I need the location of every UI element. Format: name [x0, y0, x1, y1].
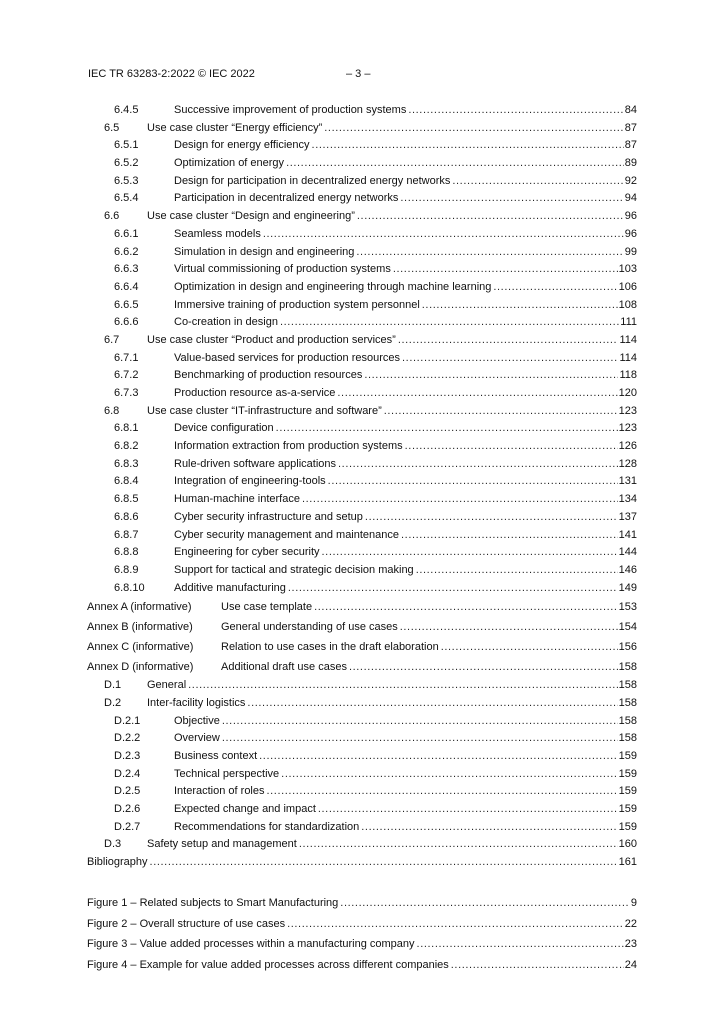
toc-entry-page: 123: [618, 422, 637, 435]
toc-entry-number: 6.5.4: [114, 192, 139, 205]
toc-entry-page: 149: [618, 581, 637, 594]
toc-entry-page: 158: [618, 696, 637, 709]
toc-entry[interactable]: [0, 314, 724, 332]
dot-leader: [338, 456, 618, 474]
toc-entry-line: [87, 854, 637, 872]
toc-entry[interactable]: [0, 597, 724, 617]
toc-entry-number: 6.4.5: [114, 104, 139, 116]
toc-entry-number: D.2: [104, 696, 122, 709]
toc-entry-number: D.2.2: [114, 732, 141, 745]
toc-entry[interactable]: [0, 385, 724, 403]
toc-entry[interactable]: [0, 137, 724, 155]
toc-entry[interactable]: [0, 766, 724, 784]
toc-entry-line: [174, 137, 637, 155]
toc-entry-page: 158: [618, 661, 637, 674]
toc-entry-line: [174, 544, 637, 562]
dot-leader: [356, 244, 623, 262]
toc-entry-number: D.2.3: [114, 750, 141, 762]
toc-entry-line: [174, 190, 637, 208]
document-id: IEC TR 63283-2:2022 © IEC 2022: [88, 68, 255, 80]
dot-leader: [357, 208, 624, 226]
dot-leader: [259, 748, 617, 766]
toc-entry[interactable]: [0, 562, 724, 580]
dot-leader: [263, 226, 624, 244]
toc-entry-number: 6.5.2: [114, 157, 139, 170]
toc-entry-title: Successive improvement of production systems: [174, 104, 407, 116]
dot-leader: [422, 297, 618, 315]
dot-leader: [398, 332, 619, 350]
toc-entry-line: [147, 403, 637, 421]
toc-entry-title: Benchmarking of production resources: [174, 369, 363, 382]
toc-entry[interactable]: [0, 730, 724, 748]
toc-entry-number: 6.8.10: [114, 581, 145, 594]
toc-entry-line: [174, 713, 637, 731]
dot-leader: [286, 155, 624, 173]
dot-leader: [405, 438, 618, 456]
toc-entry[interactable]: [0, 819, 724, 837]
toc-entry-title: Figure 1 – Related subjects to Smart Manufacturing: [87, 897, 339, 909]
toc-entry-title: Use case template: [221, 601, 313, 614]
dot-leader: [280, 314, 619, 332]
toc-entry-number: D.2.6: [114, 803, 141, 816]
toc-entry-line: [174, 102, 637, 120]
toc-entry-number: Annex D (informative): [87, 661, 194, 674]
toc-entry-line: [174, 279, 637, 297]
toc-entry-page: 96: [624, 210, 637, 223]
toc-entry-number: 6.7.3: [114, 387, 139, 399]
toc-entry[interactable]: [0, 854, 724, 872]
toc-entry-title: Simulation in design and engineering: [174, 245, 355, 258]
toc-entry-line: [147, 120, 637, 138]
toc-entry-title: Information extraction from production systems: [174, 440, 403, 453]
toc-entry-page: 87: [624, 139, 637, 152]
toc-entry-line: [87, 955, 637, 976]
toc-entry-title: Co-creation in design: [174, 316, 278, 329]
dot-leader: [400, 617, 618, 637]
toc-entry-number: D.3: [104, 838, 122, 851]
toc-entry[interactable]: [0, 580, 724, 598]
toc-entry-line: [174, 819, 637, 837]
dot-leader: [417, 934, 624, 955]
toc-entry-line: [174, 244, 637, 262]
toc-entry[interactable]: [0, 509, 724, 527]
toc-entry-line: [174, 385, 637, 403]
toc-entry-page: 158: [618, 679, 637, 692]
dot-leader: [441, 637, 618, 657]
toc-entry-title: Cyber security infrastructure and setup: [174, 510, 363, 523]
toc-entry-number: D.1: [104, 679, 122, 692]
toc-entry-line: [174, 438, 637, 456]
toc-entry-title: Bibliography: [87, 856, 148, 869]
toc-entry-page: 120: [618, 387, 637, 399]
toc-entry-line: [174, 456, 637, 474]
toc-entry[interactable]: [0, 208, 724, 226]
dot-leader: [402, 350, 618, 368]
toc-entry-title: Use case cluster “Product and production services”: [147, 333, 396, 346]
toc-entry-number: 6.8.5: [114, 493, 139, 506]
dot-leader: [384, 403, 618, 421]
toc-entry-page: 159: [618, 750, 637, 762]
toc-entry-page: 161: [618, 856, 637, 869]
table-of-contents: [0, 102, 724, 872]
toc-entry-page: 114: [619, 351, 637, 364]
toc-entry-line: [87, 893, 637, 914]
toc-entry-line: [174, 491, 637, 509]
toc-entry-number: 6.8.9: [114, 563, 139, 576]
toc-entry-title: Figure 3 – Value added processes within a manufacturing company: [87, 938, 415, 951]
toc-entry-line: [174, 509, 637, 527]
toc-entry-number: 6.6.2: [114, 245, 139, 258]
toc-entry-number: 6.8.3: [114, 457, 139, 470]
page-number: – 3 –: [346, 68, 371, 80]
dot-leader: [281, 766, 617, 784]
dot-leader: [322, 544, 618, 562]
toc-entry-page: 111: [620, 316, 637, 329]
dot-leader: [302, 491, 618, 509]
toc-entry[interactable]: [0, 173, 724, 191]
toc-entry-title: Expected change and impact: [174, 803, 316, 816]
dot-leader: [400, 190, 623, 208]
toc-entry[interactable]: [0, 332, 724, 350]
toc-entry-title: Figure 4 – Example for value added processes across different companies: [87, 959, 449, 972]
dot-leader: [349, 657, 618, 677]
dot-leader: [364, 367, 618, 385]
dot-leader: [247, 695, 617, 713]
toc-entry-line: [174, 350, 637, 368]
toc-entry-number: D.2.4: [114, 767, 141, 780]
toc-entry-title: Support for tactical and strategic decision making: [174, 563, 414, 576]
toc-entry-number: 6.6: [104, 210, 120, 223]
toc-entry-number: 6.8.1: [114, 422, 139, 435]
toc-entry-line: [174, 261, 637, 279]
dot-leader: [340, 893, 630, 914]
toc-entry-page: 126: [618, 440, 637, 453]
toc-entry-line: [174, 420, 637, 438]
dot-leader: [314, 597, 618, 617]
toc-entry-number: 6.6.1: [114, 227, 139, 240]
toc-entry-page: 156: [618, 641, 637, 654]
dot-leader: [393, 261, 618, 279]
toc-entry-line: [147, 208, 637, 226]
toc-entry-line: [174, 562, 637, 580]
toc-entry-page: 108: [618, 298, 637, 311]
toc-entry-line: [147, 677, 637, 695]
toc-entry-number: 6.5.1: [114, 139, 139, 152]
toc-entry-page: 99: [624, 245, 637, 258]
toc-entry-title: Participation in decentralized energy networks: [174, 192, 399, 205]
toc-entry-page: 22: [624, 917, 637, 930]
figure-entry[interactable]: [0, 893, 724, 914]
toc-entry[interactable]: [0, 748, 724, 766]
dot-leader: [401, 527, 618, 545]
toc-entry-title: Overview: [174, 732, 220, 745]
dot-leader: [318, 801, 618, 819]
dot-leader: [328, 473, 618, 491]
toc-entry-title: Relation to use cases in the draft elaboration: [221, 641, 439, 654]
toc-entry-title: Use case cluster “IT-infrastructure and software”: [147, 404, 382, 417]
figure-entry[interactable]: [0, 934, 724, 955]
toc-entry-number: 6.6.6: [114, 316, 139, 329]
toc-entry-number: 6.7: [104, 333, 120, 346]
toc-entry[interactable]: [0, 527, 724, 545]
toc-entry[interactable]: [0, 491, 724, 509]
toc-entry-page: 89: [624, 157, 637, 170]
dot-leader: [150, 854, 618, 872]
dot-leader: [222, 730, 618, 748]
dot-leader: [324, 120, 623, 138]
toc-entry-page: 160: [618, 838, 637, 851]
toc-entry-title: Engineering for cyber security: [174, 546, 320, 559]
toc-entry-page: 96: [624, 227, 637, 240]
toc-entry-page: 92: [624, 174, 637, 187]
toc-entry-number: D.2.1: [114, 714, 141, 727]
toc-entry-title: Immersive training of production system personnel: [174, 298, 420, 311]
toc-entry-number: 6.7.2: [114, 369, 139, 382]
toc-entry-number: 6.7.1: [114, 351, 139, 364]
toc-entry-page: 87: [624, 121, 637, 134]
toc-entry[interactable]: [0, 297, 724, 315]
toc-entry-line: [221, 597, 637, 617]
toc-entry-line: [174, 801, 637, 819]
dot-leader: [188, 677, 618, 695]
dot-leader: [365, 509, 618, 527]
dot-leader: [361, 819, 617, 837]
toc-entry-line: [147, 836, 637, 854]
toc-entry[interactable]: [0, 403, 724, 421]
toc-entry-page: 144: [618, 546, 637, 559]
toc-entry-title: Human-machine interface: [174, 493, 300, 506]
figure-entry[interactable]: [0, 955, 724, 976]
toc-entry-line: [174, 297, 637, 315]
toc-entry-number: Annex A (informative): [87, 601, 192, 614]
toc-entry-title: General: [147, 679, 187, 692]
toc-entry-page: 94: [624, 192, 637, 205]
toc-entry-title: Virtual commissioning of production systems: [174, 263, 391, 276]
toc-entry[interactable]: [0, 420, 724, 438]
toc-entry-title: Rule-driven software applications: [174, 457, 337, 470]
toc-entry-title: Optimization of energy: [174, 157, 285, 170]
toc-entry-title: Integration of engineering-tools: [174, 475, 326, 488]
toc-entry[interactable]: [0, 367, 724, 385]
toc-entry-line: [87, 934, 637, 955]
toc-entry-page: 131: [618, 475, 637, 488]
toc-entry[interactable]: [0, 102, 724, 120]
toc-entry-page: 154: [618, 621, 637, 634]
toc-entry-title: Safety setup and management: [147, 838, 297, 851]
toc-entry[interactable]: [0, 226, 724, 244]
toc-entry-page: 23: [624, 938, 637, 951]
toc-entry-page: 146: [618, 563, 637, 576]
dot-leader: [452, 173, 623, 191]
toc-entry-line: [174, 155, 637, 173]
toc-entry-title: Technical perspective: [174, 767, 280, 780]
toc-entry[interactable]: [0, 657, 724, 677]
toc-entry[interactable]: [0, 155, 724, 173]
toc-entry-line: [174, 226, 637, 244]
toc-entry-line: [174, 580, 637, 598]
toc-entry-line: [221, 637, 637, 657]
toc-entry[interactable]: [0, 544, 724, 562]
toc-entry[interactable]: [0, 456, 724, 474]
toc-entry-page: 118: [619, 369, 637, 382]
toc-entry[interactable]: [0, 695, 724, 713]
toc-entry-number: 6.8.6: [114, 510, 139, 523]
toc-entry-line: [174, 766, 637, 784]
toc-entry[interactable]: [0, 244, 724, 262]
toc-entry[interactable]: [0, 120, 724, 138]
toc-entry-title: Production resource as-a-service: [174, 387, 336, 399]
toc-entry[interactable]: [0, 801, 724, 819]
toc-entry-line: [174, 314, 637, 332]
toc-entry-title: Value-based services for production resources: [174, 351, 401, 364]
dot-leader: [493, 279, 617, 297]
toc-entry-page: 134: [618, 493, 637, 506]
toc-entry-number: 6.8.4: [114, 475, 139, 488]
figure-entry[interactable]: [0, 914, 724, 935]
dot-leader: [451, 955, 624, 976]
toc-entry-title: Inter-facility logistics: [147, 696, 246, 709]
toc-entry-title: General understanding of use cases: [221, 621, 398, 634]
toc-entry-number: 6.5: [104, 121, 120, 134]
dot-leader: [416, 562, 618, 580]
toc-entry[interactable]: [0, 617, 724, 637]
toc-entry[interactable]: [0, 438, 724, 456]
toc-entry-page: 159: [618, 820, 637, 833]
toc-entry-line: [221, 617, 637, 637]
dot-leader: [312, 137, 624, 155]
toc-entry-page: 158: [618, 714, 637, 727]
toc-entry-title: Additive manufacturing: [174, 581, 286, 594]
toc-entry[interactable]: [0, 473, 724, 491]
dot-leader: [267, 783, 618, 801]
toc-entry-number: Annex B (informative): [87, 621, 193, 634]
toc-entry-page: 24: [624, 959, 637, 972]
toc-entry[interactable]: [0, 190, 724, 208]
toc-entry-line: [221, 657, 637, 677]
toc-entry-number: D.2.7: [114, 820, 141, 833]
toc-entry-line: [174, 527, 637, 545]
toc-entry-title: Objective: [174, 714, 220, 727]
toc-entry-title: Additional draft use cases: [221, 661, 347, 674]
toc-entry-number: 6.6.4: [114, 280, 139, 293]
toc-entry-page: 84: [624, 104, 637, 116]
toc-entry-line: [174, 173, 637, 191]
toc-entry-page: 159: [618, 785, 637, 798]
toc-entry-line: [174, 473, 637, 491]
toc-entry-number: 6.5.3: [114, 174, 139, 187]
toc-entry-title: Device configuration: [174, 422, 274, 435]
toc-entry-number: 6.8.2: [114, 440, 139, 453]
toc-entry-number: 6.8: [104, 404, 120, 417]
toc-entry-page: 114: [619, 333, 637, 346]
toc-entry-title: Business context: [174, 750, 258, 762]
toc-entry[interactable]: [0, 713, 724, 731]
dot-leader: [276, 420, 618, 438]
toc-entry-page: 103: [618, 263, 637, 276]
toc-entry-page: 159: [618, 767, 637, 780]
toc-entry-title: Use case cluster “Design and engineering”: [147, 210, 355, 223]
toc-entry[interactable]: [0, 637, 724, 657]
toc-entry-title: Design for participation in decentralized energy networks: [174, 174, 451, 187]
toc-entry-number: Annex C (informative): [87, 641, 194, 654]
toc-entry[interactable]: [0, 783, 724, 801]
toc-entry-line: [174, 783, 637, 801]
dot-leader: [408, 102, 623, 120]
toc-entry-number: 6.6.5: [114, 298, 139, 311]
toc-entry-page: 123: [618, 404, 637, 417]
toc-entry-page: 153: [618, 601, 637, 614]
toc-entry-line: [87, 914, 637, 935]
toc-entry[interactable]: [0, 279, 724, 297]
toc-entry-page: 128: [618, 457, 637, 470]
dot-leader: [288, 580, 618, 598]
toc-entry-title: Recommendations for standardization: [174, 820, 360, 833]
toc-entry-line: [147, 695, 637, 713]
toc-entry-title: Cyber security management and maintenance: [174, 528, 400, 541]
toc-entry-line: [147, 332, 637, 350]
toc-entry-page: 9: [630, 897, 637, 909]
dot-leader: [299, 836, 618, 854]
toc-entry[interactable]: [0, 261, 724, 279]
toc-entry-page: 158: [618, 732, 637, 745]
toc-entry-page: 137: [618, 510, 637, 523]
toc-entry-title: Figure 2 – Overall structure of use cases: [87, 917, 286, 930]
toc-entry-title: Seamless models: [174, 227, 261, 240]
dot-leader: [337, 385, 617, 403]
page-header: [88, 68, 371, 80]
toc-entry-line: [174, 748, 637, 766]
toc-entry[interactable]: [0, 350, 724, 368]
toc-entry-page: 159: [618, 803, 637, 816]
toc-entry-number: 6.8.8: [114, 546, 139, 559]
toc-entry-line: [174, 730, 637, 748]
toc-entry-line: [174, 367, 637, 385]
toc-entry-title: Optimization in design and engineering through machine learning: [174, 280, 492, 293]
toc-entry-title: Use case cluster “Energy efficiency”: [147, 121, 323, 134]
toc-entry-number: 6.8.7: [114, 528, 139, 541]
dot-leader: [287, 914, 624, 935]
list-of-figures: [0, 893, 724, 976]
toc-entry-number: D.2.5: [114, 785, 141, 798]
toc-entry-number: 6.6.3: [114, 263, 139, 276]
toc-entry-title: Interaction of roles: [174, 785, 265, 798]
toc-entry-page: 106: [618, 280, 637, 293]
toc-entry-title: Design for energy efficiency: [174, 139, 310, 152]
toc-entry[interactable]: [0, 677, 724, 695]
toc-entry-page: 141: [618, 528, 637, 541]
dot-leader: [222, 713, 618, 731]
toc-entry[interactable]: [0, 836, 724, 854]
